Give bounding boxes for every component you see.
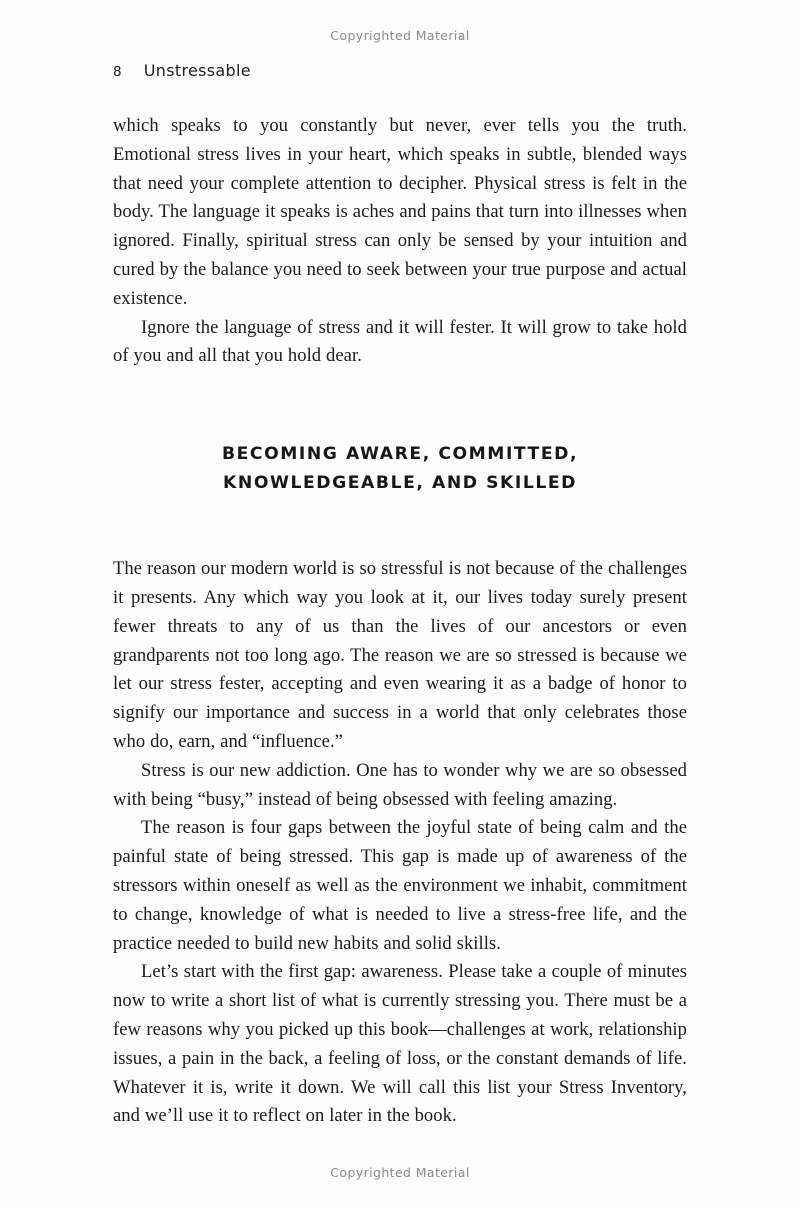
paragraph-first-gap-awareness: Let’s start with the first gap: awareness. Please take a couple of minutes now to write a short list of what is currently stressing you. There must be a few reasons why you picked up this book—challenges at work, relationship issues, a pain in the back, a feeling of loss, or the constant demands of life. Whatever it is, write it down. We will call this list your Stress Inventory, and we’ll use it to reflect on later in the book. — [113, 961, 687, 1127]
paragraph-modern-world-stressful: The reason our modern world is so stressful is not because of the challenges it presents. Any which way you look at it, our lives today surely present fewer threats to any of us than the lives of our ancestors or even grandparents not too long ago. The reason we are so stressed is because we let our stress fester, accepting and even wearing it as a badge of honor to signify our importance and success in a world that only celebrates those who do, earn, and “influence.” — [113, 558, 687, 752]
book-title: Unstressable — [143, 61, 251, 80]
paragraph-ignore-the-language: Ignore the language of stress and it will fester. It will grow to take hold of you and all that you hold dear. — [113, 316, 687, 367]
paragraph-four-gaps: The reason is four gaps between the joyful state of being calm and the painful state of being stressed. This gap is made up of awareness of the stressors within oneself as well as the environment we inhabit, commitment to change, knowledge of what is needed to live a stress-free life, and the practice needed to build new habits and solid skills. — [113, 817, 687, 954]
section-heading — [113, 440, 687, 498]
paragraph-stress-new-addiction: Stress is our new addiction. One has to wonder why we are so obsessed with being “busy,” instead of being obsessed with feeling amazing. — [113, 759, 687, 810]
running-head — [113, 61, 251, 80]
section-heading-line-2: KNOWLEDGEABLE, AND SKILLED — [223, 473, 577, 494]
copyright-watermark-bottom: Copyrighted Material — [330, 1165, 470, 1180]
copyright-watermark-top: Copyrighted Material — [330, 28, 470, 43]
text-column — [113, 112, 687, 1131]
section-heading-line-1: BECOMING AWARE, COMMITTED, — [221, 444, 579, 465]
paragraph-continued-languages-of-stress: which speaks to you constantly but never, ever tells you the truth. Emotional stress lives in your heart, which speaks in subtle, blended ways that need your complete attention to decipher. Physical stress is felt in the body. The language it speaks is aches and pains that turn into illnesses when ignored. Finally, spiritual stress can only be sensed by your intuition and cured by the balance you need to seek between your true purpose and actual existence. — [113, 115, 687, 309]
page-number: 8 — [113, 64, 122, 80]
